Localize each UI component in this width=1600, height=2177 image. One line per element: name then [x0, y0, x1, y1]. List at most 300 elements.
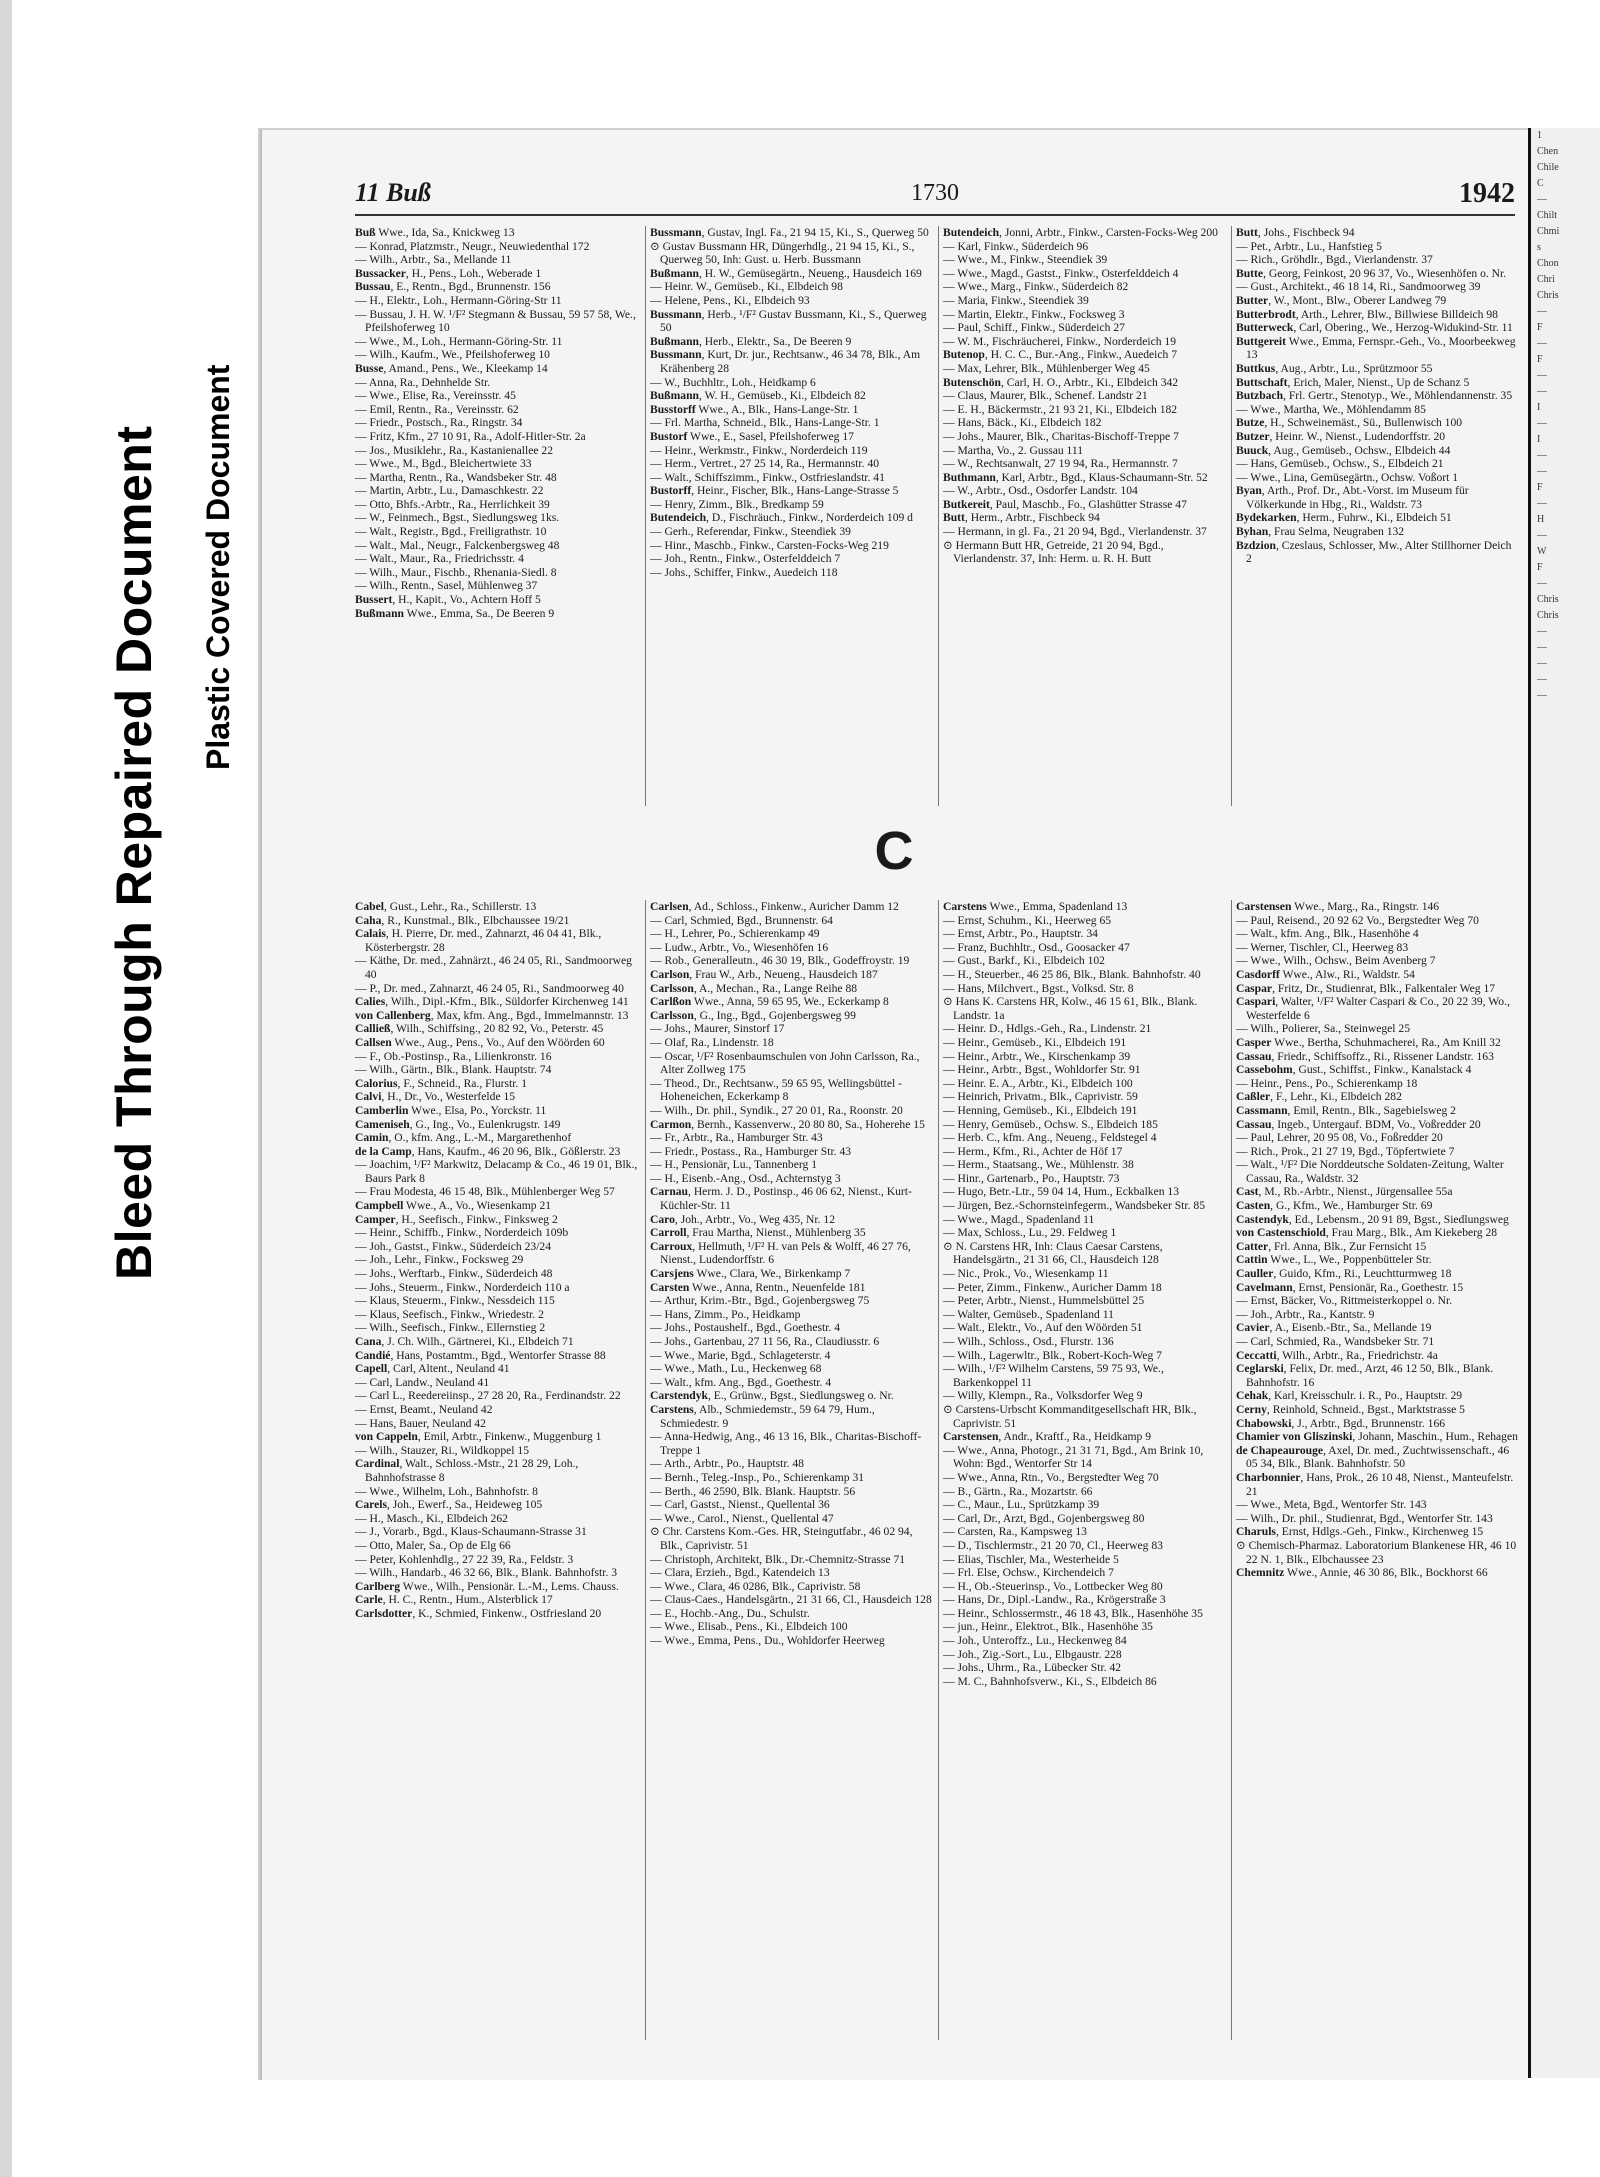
directory-entry: ⊙ Chemisch-Pharmaz. Laboratorium Blankenese HR, 46 10 22 N. 1, Blk., Elbchaussee 23: [1236, 1538, 1517, 1566]
directory-entry: Cameniseh, G., Ing., Vo., Eulenkrugstr. 149: [355, 1117, 561, 1131]
directory-entry: — Joh., Gastst., Finkw., Süderdeich 23/24: [355, 1239, 552, 1253]
scan-edge: [0, 0, 12, 2177]
directory-entry: — F., Ob.-Postinsp., Ra., Lilienkronstr. 16: [355, 1049, 552, 1063]
directory-entry: Byan, Arth., Prof. Dr., Abt.-Vorst. im Museum für Völkerkunde in Hbg., Ri., Waldstr. 73: [1236, 484, 1469, 511]
adjacent-page-fragment: —: [1537, 306, 1547, 317]
directory-entry: Cerny, Reinhold, Schneid., Bgst., Marktstrasse 5: [1236, 1402, 1465, 1416]
directory-entry: — D., Tischlermstr., 21 20 70, Cl., Heerweg 83: [943, 1538, 1163, 1552]
directory-entry: Bustorf Wwe., E., Sasel, Pfeilshoferweg 17: [650, 429, 854, 443]
directory-entry: — W., Arbtr., Osd., Osdorfer Landstr. 104: [943, 484, 1138, 498]
directory-entry: — Walter, Gemüseb., Spadenland 11: [943, 1307, 1114, 1321]
adjacent-page-fragment: —: [1537, 642, 1547, 653]
adjacent-page-fragment: —: [1537, 498, 1547, 509]
directory-entry: — Wwe., Marie, Bgd., Schlageterstr. 4: [650, 1348, 831, 1362]
directory-entry: Calorius, F., Schneid., Ra., Flurstr. 1: [355, 1076, 528, 1090]
directory-entry: — Joachim, ¹/F² Markwitz, Delacamp & Co., 46 19 01, Blk., Baurs Park 8: [355, 1158, 638, 1185]
directory-entry: — Franz, Buchhltr., Osd., Goosacker 47: [943, 940, 1130, 954]
directory-entry: — Carl, Gastst., Nienst., Quellental 36: [650, 1498, 830, 1512]
directory-entry: — Peter, Kohlenhdlg., 27 22 39, Ra., Feldstr. 3: [355, 1552, 574, 1566]
directory-entry: — Heinr., Schlossermstr., 46 18 43, Blk., Hasenhöhe 35: [943, 1606, 1203, 1620]
directory-entry: Buuck, Aug., Gemüseb., Ochsw., Elbdeich 44: [1236, 443, 1451, 457]
directory-entry: — Helene, Pens., Ki., Elbdeich 93: [650, 293, 810, 307]
adjacent-page-fragment: H: [1537, 514, 1545, 525]
directory-entry: — Anna-Hedwig, Ang., 46 13 16, Blk., Charitas-Bischoff-Treppe 1: [650, 1430, 922, 1457]
directory-entry: — Gust., Barkf., Ki., Elbdeich 102: [943, 954, 1105, 968]
adjacent-page-fragment: Chon: [1537, 258, 1559, 269]
directory-entry: Bußmann, W. H., Gemüseb., Ki., Elbdeich 82: [650, 389, 866, 403]
directory-entry: Butenop, H. C. C., Bur.-Ang., Finkw., Auedeich 7: [943, 348, 1178, 362]
directory-entry: — C., Maur., Lu., Sprützkamp 39: [943, 1498, 1100, 1512]
directory-entry: — M. C., Bahnhofsverw., Ki., S., Elbdeich 86: [943, 1674, 1157, 1688]
top-column-1: [355, 226, 638, 811]
directory-entry: Buthmann, Karl, Arbtr., Bgd., Klaus-Schaumann-Str. 52: [943, 470, 1208, 484]
directory-entry: — Wilh., Handarb., 46 32 66, Blk., Blank. Bahnhofstr. 3: [355, 1566, 618, 1580]
directory-entry: Busstorff Wwe., A., Blk., Hans-Lange-Str. 1: [650, 402, 859, 416]
directory-entry: — Wwe., M., Loh., Hermann-Göring-Str. 11: [355, 334, 563, 348]
column-divider: [645, 226, 646, 806]
directory-entry: — Henning, Gemüseb., Ki., Elbdeich 191: [943, 1103, 1138, 1117]
directory-entry: — Claus-Caes., Handelsgärtn., 21 31 66, Cl., Hausdeich 128: [650, 1593, 932, 1607]
directory-entry: — Claus, Maurer, Blk., Schenef. Landstr 21: [943, 389, 1148, 403]
adjacent-page-fragment: F: [1537, 322, 1543, 333]
directory-entry: — Arth., Arbtr., Po., Hauptstr. 48: [650, 1457, 804, 1471]
directory-entry: Casten, G., Kfm., We., Hamburger Str. 69: [1236, 1199, 1433, 1213]
directory-entry: — P., Dr. med., Zahnarzt, 46 24 05, Ri., Sandmoorweg 40: [355, 981, 624, 995]
directory-page: [258, 128, 1528, 2080]
directory-entry: — Ludw., Arbtr., Vo., Wiesenhöfen 16: [650, 940, 829, 954]
directory-entry: — Anna, Ra., Dehnhelde Str.: [355, 375, 491, 389]
directory-entry: — Wwe., Magd., Spadenland 11: [943, 1212, 1095, 1226]
directory-entry: — Johs., Maurer, Blk., Charitas-Bischoff-Treppe 7: [943, 429, 1179, 443]
directory-entry: — Emil, Rentn., Ra., Vereinsstr. 62: [355, 402, 519, 416]
directory-entry: — Wwe., Wilh., Ochsw., Beim Avenberg 7: [1236, 954, 1436, 968]
adjacent-page-fragment: C: [1537, 178, 1544, 189]
directory-entry: — Joh., Arbtr., Ra., Kantstr. 9: [1236, 1307, 1375, 1321]
directory-entry: — Wilh., Lagerwltr., Blk., Robert-Koch-Weg 7: [943, 1348, 1162, 1362]
directory-entry: Bustorff, Heinr., Fischer, Blk., Hans-Lange-Strasse 5: [650, 484, 899, 498]
bottom-column-2: [650, 900, 933, 2050]
directory-entry: — Heinr. W., Gemüseb., Ki., Elbdeich 98: [650, 280, 843, 294]
adjacent-page-fragment: F: [1537, 354, 1543, 365]
directory-entry: Chemnitz Wwe., Annie, 46 30 86, Blk., Bockhorst 66: [1236, 1566, 1488, 1580]
directory-entry: — Carl, Landw., Neuland 41: [355, 1375, 490, 1389]
directory-entry: Carlßon Wwe., Anna, 59 65 95, We., Eckerkamp 8: [650, 995, 889, 1009]
directory-entry: Cehak, Karl, Kreisschulr. i. R., Po., Hauptstr. 29: [1236, 1389, 1463, 1403]
directory-entry: — W. M., Fischräucherei, Finkw., Norderdeich 19: [943, 334, 1177, 348]
directory-entry: — Hinr., Gartenarb., Po., Hauptstr. 73: [943, 1171, 1120, 1185]
directory-entry: — Peter, Zimm., Finkenw., Auricher Damm 18: [943, 1280, 1162, 1294]
page-header: [355, 178, 1515, 216]
directory-entry: — Werner, Tischler, Cl., Heerweg 83: [1236, 940, 1409, 954]
plastic-covered-label: Plastic Covered Document: [200, 364, 236, 770]
directory-entry: — Martin, Arbtr., Lu., Damaschkestr. 22: [355, 484, 544, 498]
directory-entry: Caßler, F., Lehr., Ki., Elbdeich 282: [1236, 1090, 1402, 1104]
directory-entry: — Joh., Lehr., Finkw., Focksweg 29: [355, 1253, 524, 1267]
directory-entry: ⊙ Hans K. Carstens HR, Kolw., 46 15 61, Blk., Blank. Landstr. 1a: [943, 995, 1198, 1022]
page-number: 1730: [911, 180, 959, 206]
directory-entry: — Johs., Schiffer, Finkw., Auedeich 118: [650, 565, 838, 579]
directory-entry: Bußmann Wwe., Emma, Sa., De Beeren 9: [355, 606, 555, 620]
directory-entry: — H., Lehrer, Po., Schierenkamp 49: [650, 927, 820, 941]
directory-entry: — Friedr., Postsch., Ra., Ringstr. 34: [355, 416, 523, 430]
directory-entry: Casdorff Wwe., Alw., Ri., Waldstr. 54: [1236, 967, 1415, 981]
directory-entry: — Elias, Tischler, Ma., Westerheide 5: [943, 1552, 1119, 1566]
directory-entry: — Hermann, in gl. Fa., 21 20 94, Bgd., Vierlandenstr. 37: [943, 525, 1207, 539]
top-column-4: [1236, 226, 1519, 811]
directory-entry: — H., Ob.-Steuerinsp., Vo., Lottbecker Weg 80: [943, 1579, 1163, 1593]
directory-entry: — Ernst, Schuhm., Ki., Heerweg 65: [943, 913, 1112, 927]
adjacent-page-fragment: F: [1537, 562, 1543, 573]
directory-entry: — W., Rechtsanwalt, 27 19 94, Ra., Hermannstr. 7: [943, 457, 1178, 471]
directory-entry: — Walt., kfm. Ang., Bgd., Goethestr. 4: [650, 1375, 832, 1389]
directory-entry: — Friedr., Postass., Ra., Hamburger Str. 43: [650, 1144, 852, 1158]
directory-entry: Butendeich, D., Fischräuch., Finkw., Norderdeich 109 d: [650, 511, 913, 525]
directory-entry: — Wwe., Anna, Photogr., 21 31 71, Bgd., Am Brink 10, Wohn: Bgd., Wentorfer Str 14: [943, 1443, 1204, 1471]
directory-entry: — jun., Heinr., Elektrot., Blk., Hasenhöhe 35: [943, 1620, 1153, 1634]
directory-entry: — Herb. C., kfm. Ang., Neueng., Feldstegel 4: [943, 1131, 1157, 1145]
directory-entry: — Rich., Gröhdlr., Bgd., Vierlandenstr. 37: [1236, 253, 1433, 267]
directory-entry: Capell, Carl, Altent., Neuland 41: [355, 1362, 510, 1376]
directory-entry: — Wilh., Kaufm., We., Pfeilshoferweg 10: [355, 348, 550, 362]
directory-entry: — Heinr. E. A., Arbtr., Ki., Elbdeich 100: [943, 1076, 1133, 1090]
directory-entry: — E., Hochb.-Ang., Du., Schulstr.: [650, 1606, 810, 1620]
directory-entry: Butterbrodt, Arth., Lehrer, Blw., Billwiese Billdeich 98: [1236, 307, 1498, 321]
directory-entry: Caspar, Fritz, Dr., Studienrat, Blk., Falkentaler Weg 17: [1236, 981, 1496, 995]
directory-entry: Buttgereit Wwe., Emma, Fernspr.-Geh., Vo., Moorbeekweg 13: [1236, 334, 1516, 362]
column-divider: [938, 226, 939, 806]
directory-entry: Calies, Wilh., Dipl.-Kfm., Blk., Süldorfer Kirchenweg 141: [355, 995, 629, 1009]
directory-entry: Calais, H. Pierre, Dr. med., Zahnarzt, 46 04 41, Blk., Kösterbergstr. 28: [355, 927, 602, 954]
directory-entry: Castendyk, Ed., Lebensm., 20 91 89, Bgst., Siedlungsweg: [1236, 1212, 1509, 1226]
directory-entry: — Wwe., Carol., Nienst., Quellental 47: [650, 1511, 834, 1525]
directory-entry: — Wwe., M., Bgd., Bleichertwiete 33: [355, 457, 532, 471]
directory-entry: — Joh., Rentn., Finkw., Osterfelddeich 7: [650, 552, 841, 566]
directory-entry: Calvi, H., Dr., Vo., Westerfelde 15: [355, 1090, 516, 1104]
directory-entry: — Otto, Bhfs.-Arbtr., Ra., Herrlichkeit 39: [355, 497, 550, 511]
directory-entry: — Paul, Schiff., Finkw., Süderdeich 27: [943, 321, 1125, 335]
directory-entry: Carlberg Wwe., Wilh., Pensionär. L.-M., Lems. Chauss.: [355, 1579, 619, 1593]
bottom-column-1: [355, 900, 638, 2050]
directory-entry: Cassau, Friedr., Schiffsoffz., Ri., Rissener Landstr. 163: [1236, 1049, 1494, 1063]
directory-entry: Carstens Wwe., Emma, Spadenland 13: [943, 900, 1128, 913]
directory-entry: — Carl, Schmied, Ra., Wandsbeker Str. 71: [1236, 1335, 1435, 1348]
directory-entry: — Joh., Zig.-Sort., Lu., Elbgaustr. 228: [943, 1647, 1122, 1661]
adjacent-page-fragment: —: [1537, 194, 1547, 205]
directory-entry: — Frl. Martha, Schneid., Blk., Hans-Lange-Str. 1: [650, 416, 880, 430]
directory-entry: Ceglarski, Felix, Dr. med., Arzt, 46 12 50, Blk., Blank. Bahnhofstr. 16: [1236, 1362, 1494, 1389]
directory-entry: — Johs., Werftarb., Finkw., Süderdeich 48: [355, 1267, 553, 1281]
directory-entry: — Hans, Zimm., Po., Heidkamp: [650, 1307, 801, 1321]
directory-entry: Bussmann, Kurt, Dr. jur., Rechtsanw., 46 34 78, Blk., Am Krähenberg 28: [650, 348, 921, 375]
directory-entry: Carstens, Alb., Schmiedemstr., 59 64 79, Hum., Schmiedestr. 9: [650, 1402, 875, 1430]
directory-entry: Carle, H. C., Rentn., Hum., Alsterblick 17: [355, 1593, 553, 1607]
directory-entry: de la Camp, Hans, Kaufm., 46 20 96, Blk., Gößlerstr. 23: [355, 1144, 621, 1158]
directory-entry: — Joh., Unteroffz., Lu., Heckenweg 84: [943, 1634, 1127, 1648]
directory-entry: — J., Vorarb., Bgd., Klaus-Schaumann-Strasse 31: [355, 1525, 587, 1539]
directory-entry: — Wilh., Dr. phil., Syndik., 27 20 01, Ra., Roonstr. 20: [650, 1103, 903, 1117]
directory-entry: — Wwe., Lina, Gemüsegärtn., Ochsw. Voßort 1: [1236, 470, 1459, 484]
directory-entry: — Rich., Prok., 21 27 19, Bgd., Töpfertwiete 7: [1236, 1144, 1455, 1158]
directory-entry: Bussacker, H., Pens., Loh., Weberade 1: [355, 266, 542, 280]
directory-entry: Charuls, Ernst, Hdlgs.-Geh., Finkw., Kirchenweg 15: [1236, 1525, 1484, 1539]
directory-entry: Caro, Joh., Arbtr., Vo., Weg 435, Nr. 12: [650, 1212, 836, 1226]
directory-entry: Cabel, Gust., Lehr., Ra., Schillerstr. 13: [355, 900, 537, 913]
adjacent-page-fragment: F: [1537, 482, 1543, 493]
directory-entry: Carlsson, G., Ing., Bgd., Gojenbergsweg 99: [650, 1008, 856, 1022]
directory-entry: — Christoph, Architekt, Blk., Dr.-Chemnitz-Strasse 71: [650, 1552, 906, 1566]
directory-entry: — H., Elektr., Loh., Hermann-Göring-Str 11: [355, 293, 562, 307]
directory-entry: — Carl, Schmied, Bgd., Brunnenstr. 64: [650, 913, 833, 927]
adjacent-page-fragment: Chris: [1537, 610, 1559, 621]
adjacent-page-fragment: 1: [1537, 130, 1542, 141]
directory-entry: — Wwe., M., Finkw., Steendiek 39: [943, 253, 1108, 267]
directory-entry: Carsjens Wwe., Clara, We., Birkenkamp 7: [650, 1267, 851, 1281]
directory-entry: ⊙ N. Carstens HR, Inh: Claus Caesar Carstens, Handelsgärtn., 21 31 66, Cl., Hausdeich 128: [943, 1239, 1163, 1267]
directory-entry: — Carsten, Ra., Kampsweg 13: [943, 1525, 1087, 1539]
directory-entry: — Fritz, Kfm., 27 10 91, Ra., Adolf-Hitler-Str. 2a: [355, 429, 586, 443]
directory-entry: — H., Eisenb.-Ang., Osd., Achternstyg 3: [650, 1171, 841, 1185]
directory-entry: Butkereit, Paul, Maschb., Fo., Glashütter Strasse 47: [943, 497, 1187, 511]
directory-entry: Carroux, Hellmuth, ¹/F² H. van Pels & Wolff, 46 27 76, Nienst., Ludendorffstr. 6: [650, 1239, 911, 1267]
directory-entry: Carlsdotter, K., Schmied, Finkenw., Ostfriesland 20: [355, 1606, 602, 1620]
directory-entry: — Wilh., Arbtr., Sa., Mellande 11: [355, 253, 512, 267]
adjacent-page-fragment: Chilt: [1537, 210, 1558, 221]
directory-entry: — Carl, Dr., Arzt, Bgd., Gojenbergsweg 80: [943, 1511, 1145, 1525]
directory-entry: — Heinr., Arbtr., Bgst., Wohldorfer Str. 91: [943, 1063, 1141, 1077]
directory-entry: — Maria, Finkw., Steendiek 39: [943, 293, 1089, 307]
directory-entry: — Max, Lehrer, Blk., Mühlenberger Weg 45: [943, 361, 1150, 375]
directory-entry: Cauller, Guido, Kfm., Ri., Leuchtturmweg 18: [1236, 1267, 1452, 1281]
directory-entry: — W., Feinmech., Bgst., Siedlungsweg 1ks.: [355, 511, 560, 525]
directory-entry: — Wwe., Anna, Rtn., Vo., Bergstedter Weg 70: [943, 1470, 1159, 1484]
directory-entry: — H., Pensionär, Lu., Tannenberg 1: [650, 1158, 818, 1172]
adjacent-page-fragment: —: [1537, 690, 1547, 701]
adjacent-page-fragment: —: [1537, 578, 1547, 589]
directory-entry: — Berth., 46 2590, Blk. Blank. Hauptstr. 56: [650, 1484, 856, 1498]
header-running-title: 11 Buß: [355, 178, 431, 207]
directory-entry: Bussmann, Gustav, Ingl. Fa., 21 94 15, Ki., S., Querweg 50: [650, 226, 929, 239]
directory-entry: von Callenberg, Max, kfm. Ang., Bgd., Immelmannstr. 13: [355, 1008, 629, 1022]
directory-entry: — Johs., Gartenbau, 27 11 56, Ra., Claudiusstr. 6: [650, 1335, 880, 1348]
directory-entry: Butze, H., Schweinemäst., Sü., Bullenwisch 100: [1236, 416, 1463, 430]
directory-entry: — W., Buchhltr., Loh., Heidkamp 6: [650, 375, 816, 389]
directory-entry: — Martha, Rentn., Ra., Wandsbeker Str. 48: [355, 470, 557, 484]
directory-entry: — Oscar, ¹/F² Rosenbaumschulen von John Carlsson, Ra., Alter Zollweg 175: [650, 1049, 920, 1077]
bleed-through-label: Bleed Through Repaired Document: [106, 425, 162, 1280]
directory-entry: Calließ, Wilh., Schiffsing., 20 82 92, Vo., Peterstr. 45: [355, 1022, 604, 1036]
column-divider: [1231, 226, 1232, 806]
directory-entry: Bussmann, Herb., ¹/F² Gustav Bussmann, Ki., S., Querweg 50: [650, 307, 927, 335]
directory-entry: Cassau, Ingeb., Untergauf. BDM, Vo., Voßredder 20: [1236, 1117, 1481, 1131]
directory-entry: — Arthur, Krim.-Btr., Bgd., Gojenbergsweg 75: [650, 1294, 870, 1308]
adjacent-page-fragment: —: [1537, 674, 1547, 685]
side-labels: [105, 270, 265, 1280]
directory-entry: — Rob., Generalleutn., 46 30 19, Blk., Godeffroystr. 19: [650, 954, 910, 968]
directory-entry: — Johs., Maurer, Sinstorf 17: [650, 1022, 785, 1036]
directory-entry: — Bussau, J. H. W. ¹/F² Stegmann & Bussau, 59 57 58, We., Pfeilshoferweg 10: [355, 307, 636, 335]
directory-entry: Bzdzion, Czeslaus, Schlosser, Mw., Alter Stillhorner Deich 2: [1236, 538, 1512, 566]
directory-entry: — Klaus, Steuerm., Finkw., Nessdeich 115: [355, 1294, 555, 1308]
directory-entry: Camberlin Wwe., Elsa, Po., Yorckstr. 11: [355, 1103, 547, 1117]
column-divider: [1231, 900, 1232, 2040]
adjacent-page-fragment: —: [1537, 370, 1547, 381]
directory-entry: Cavelmann, Ernst, Pensionär, Ra., Goethestr. 15: [1236, 1280, 1464, 1294]
directory-entry: Chamier von Gliszinski, Johann, Maschin., Hum., Rehagen: [1236, 1430, 1518, 1444]
directory-entry: — Walt., Mal., Neugr., Falckenbergsweg 48: [355, 538, 560, 552]
directory-entry: Butendeich, Jonni, Arbtr., Finkw., Carsten-Focks-Weg 200: [943, 226, 1218, 239]
directory-entry: — Walt., ¹/F² Die Norddeutsche Soldaten-Zeitung, Walter Cassau, Ra., Waldstr. 32: [1236, 1158, 1504, 1185]
directory-entry: Cast, M., Rb.-Arbtr., Nienst., Jürgensallee 55a: [1236, 1185, 1453, 1199]
directory-entry: — Heinr., Schiffb., Finkw., Norderdeich 109b: [355, 1226, 569, 1240]
directory-entry: Caspari, Walter, ¹/F² Walter Caspari & Co., 20 22 39, Wo., Westerfelde 6: [1236, 995, 1510, 1022]
directory-entry: ⊙ Chr. Carstens Kom.-Ges. HR, Steingutfabr., 46 02 94, Blk., Caprivistr. 51: [650, 1525, 913, 1552]
directory-entry: — Wilh., Schloss., Osd., Flurstr. 136: [943, 1335, 1114, 1348]
directory-entry: — Heinr., Gemüseb., Ki., Elbdeich 191: [943, 1035, 1127, 1049]
directory-entry: Caha, R., Kunstmal., Blk., Elbchaussee 19/21: [355, 913, 570, 927]
directory-entry: Butte, Georg, Feinkost, 20 96 37, Vo., Wiesenhöfen o. Nr.: [1236, 266, 1507, 280]
adjacent-page-fragment: Chmi: [1537, 226, 1560, 237]
adjacent-page-fragment: s: [1537, 242, 1541, 253]
directory-entry: Cana, J. Ch. Wilh., Gärtnerei, Ki., Elbdeich 71: [355, 1335, 574, 1348]
directory-entry: — Jos., Musiklehr., Ra., Kastanienallee 22: [355, 443, 554, 457]
directory-entry: von Cappeln, Emil, Arbtr., Finkenw., Muggenburg 1: [355, 1430, 602, 1444]
directory-entry: — Frl. Else, Ochsw., Kirchendeich 7: [943, 1566, 1114, 1580]
directory-entry: von Castenschiold, Frau Marg., Blk., Am Kiekeberg 28: [1236, 1226, 1498, 1240]
directory-entry: — Carl L., Reedereiinsp., 27 28 20, Ra., Ferdinandstr. 22: [355, 1389, 621, 1403]
directory-entry: Cardinal, Walt., Schloss.-Mstr., 21 28 29, Loh., Bahnhofstrasse 8: [355, 1457, 579, 1484]
adjacent-page-fragment: I: [1537, 434, 1541, 445]
directory-entry: — Hans, Bäck., Ki., Elbdeich 182: [943, 416, 1102, 430]
directory-entry: — Wilh., Gärtn., Blk., Blank. Hauptstr. 74: [355, 1063, 552, 1077]
directory-entry: Carsten Wwe., Anna, Rentn., Neuenfelde 181: [650, 1280, 866, 1294]
adjacent-page-fragment: Chris: [1537, 290, 1559, 301]
directory-entry: — Ernst, Bäcker, Vo., Rittmeisterkoppel o. Nr.: [1236, 1294, 1453, 1308]
directory-entry: Carstensen, Andr., Kraftf., Ra., Heidkamp 9: [943, 1430, 1152, 1444]
directory-entry: Camin, O., kfm. Ang., L.-M., Margarethenhof: [355, 1131, 572, 1145]
directory-entry: — Herm., Kfm., Ri., Achter de Höf 17: [943, 1144, 1123, 1158]
directory-entry: — Wwe., Elisab., Pens., Ki., Elbdeich 100: [650, 1620, 848, 1634]
directory-entry: — Walt., Elektr., Vo., Auf den Wöörden 51: [943, 1321, 1143, 1335]
directory-entry: — Paul, Lehrer, 20 95 08, Vo., Foßredder 20: [1236, 1131, 1443, 1145]
directory-entry: — Hans, Bauer, Neuland 42: [355, 1416, 486, 1430]
directory-entry: Bußmann, H. W., Gemüsegärtn., Neueng., Hausdeich 169: [650, 266, 922, 280]
directory-entry: — Heinr., Werkmstr., Finkw., Norderdeich 119: [650, 443, 868, 457]
directory-entry: Carnau, Herm. J. D., Postinsp., 46 06 62, Nienst., Kurt-Küchler-Str. 11: [650, 1185, 912, 1213]
directory-entry: Camper, H., Seefisch., Finkw., Finksweg 2: [355, 1212, 558, 1226]
directory-entry: — Clara, Erzieh., Bgd., Katendeich 13: [650, 1566, 830, 1580]
directory-entry: Chabowski, J., Arbtr., Bgd., Brunnenstr. 166: [1236, 1416, 1446, 1430]
directory-entry: — Henry, Zimm., Blk., Bredkamp 59: [650, 497, 824, 511]
directory-entry: — Fr., Arbtr., Ra., Hamburger Str. 43: [650, 1131, 823, 1145]
directory-entry: — Walt., Schiffszimm., Finkw., Ostfrieslandstr. 41: [650, 470, 885, 484]
directory-entry: Busse, Amand., Pens., We., Kleekamp 14: [355, 361, 548, 375]
adjacent-page-fragment: —: [1537, 658, 1547, 669]
directory-entry: — Wilh., Seefisch., Finkw., Ellernstieg 2: [355, 1321, 546, 1335]
directory-entry: — Wilh., Maur., Fischb., Rhenania-Siedl. 8: [355, 565, 557, 579]
directory-entry: — Johs., Uhrm., Ra., Lübecker Str. 42: [943, 1661, 1122, 1675]
adjacent-page-fragment: —: [1537, 338, 1547, 349]
directory-entry: — Wwe., Marg., Finkw., Süderdeich 82: [943, 280, 1129, 294]
directory-entry: Butt, Herm., Arbtr., Fischbeck 94: [943, 511, 1100, 525]
directory-entry: — Ernst, Beamt., Neuland 42: [355, 1402, 493, 1416]
directory-entry: Bussert, H., Kapit., Vo., Achtern Hoff 5: [355, 593, 541, 607]
directory-entry: — Heinr., Pens., Po., Schierenkamp 18: [1236, 1076, 1418, 1090]
adjacent-page-fragment: Chris: [1537, 594, 1559, 605]
directory-entry: — Nic., Prok., Vo., Wiesenkamp 11: [943, 1267, 1109, 1281]
directory-entry: — Hans, Dr., Dipl.-Landw., Ra., Krögerstraße 3: [943, 1593, 1166, 1607]
directory-entry: — Hans, Gemüseb., Ochsw., S., Elbdeich 21: [1236, 457, 1444, 471]
directory-entry: — Peter, Arbtr., Nienst., Hummelsbüttel 25: [943, 1294, 1145, 1308]
directory-entry: Butt, Johs., Fischbeck 94: [1236, 226, 1355, 239]
top-column-2: [650, 226, 933, 811]
directory-entry: — Walt., kfm. Ang., Blk., Hasenhöhe 4: [1236, 927, 1419, 941]
directory-entry: Butter, W., Mont., Blw., Oberer Landweg 79: [1236, 293, 1447, 307]
adjacent-page-edge: [1528, 128, 1600, 2078]
adjacent-page-fragment: —: [1537, 450, 1547, 461]
bottom-column-4: [1236, 900, 1519, 2050]
adjacent-page-fragment: —: [1537, 418, 1547, 429]
adjacent-page-fragment: —: [1537, 386, 1547, 397]
directory-entry: Bydekarken, Herm., Fuhrw., Ki., Elbdeich 51: [1236, 511, 1452, 525]
directory-entry: Carstendyk, E., Grünw., Bgst., Siedlungsweg o. Nr.: [650, 1389, 894, 1403]
directory-entry: Cattin Wwe., L., We., Poppenbütteler Str.: [1236, 1253, 1432, 1267]
directory-entry: — Frau Modesta, 46 15 48, Blk., Mühlenberger Weg 57: [355, 1185, 615, 1199]
directory-entry: Candié, Hans, Postamtm., Bgd., Wentorfer Strasse 88: [355, 1348, 606, 1362]
directory-entry: — Wwe., Meta, Bgd., Wentorfer Str. 143: [1236, 1498, 1427, 1512]
adjacent-page-fragment: I: [1537, 402, 1541, 413]
directory-entry: de Chapeaurouge, Axel, Dr. med., Zuchtwissenschaft., 46 05 34, Blk., Blank. Bahnhofstr. 50: [1236, 1443, 1510, 1471]
directory-entry: — Karl, Finkw., Süderdeich 96: [943, 239, 1089, 253]
directory-entry: — Herm., Staatsang., We., Mühlenstr. 38: [943, 1158, 1134, 1172]
directory-entry: Cassmann, Emil, Rentn., Blk., Sagebielsweg 2: [1236, 1103, 1456, 1117]
directory-entry: ⊙ Carstens-Urbscht Kommanditgesellschaft HR, Blk., Caprivistr. 51: [943, 1402, 1197, 1430]
directory-entry: — Ernst, Arbtr., Po., Hauptstr. 34: [943, 927, 1098, 941]
directory-entry: — Martha, Vo., 2. Gussau 111: [943, 443, 1084, 457]
directory-entry: Callsen Wwe., Aug., Pens., Vo., Auf den Wöörden 60: [355, 1035, 605, 1049]
directory-entry: — Heinr. D., Hdlgs.-Geh., Ra., Lindenstr. 21: [943, 1022, 1152, 1036]
directory-entry: Carroll, Frau Martha, Nienst., Mühlenberg 35: [650, 1226, 866, 1240]
year: 1942: [1459, 178, 1515, 209]
directory-entry: — Paul, Reisend., 20 92 62 Vo., Bergstedter Weg 70: [1236, 913, 1479, 927]
directory-entry: — Hinr., Maschb., Finkw., Carsten-Focks-Weg 219: [650, 538, 889, 552]
adjacent-page-fragment: W: [1537, 546, 1547, 557]
directory-entry: — Wilh., Rentn., Sasel, Mühlenweg 37: [355, 579, 538, 593]
directory-entry: — Klaus, Seefisch., Finkw., Wriedestr. 2: [355, 1307, 544, 1321]
directory-entry: — Wwe., Magd., Gastst., Finkw., Osterfelddeich 4: [943, 266, 1179, 280]
directory-entry: Ceccatti, Wilh., Arbtr., Ra., Friedrichstr. 4a: [1236, 1348, 1438, 1362]
directory-entry: — Walt., Registr., Bgd., Freiligrathstr. 10: [355, 525, 547, 539]
top-column-3: [943, 226, 1226, 811]
directory-entry: Casper Wwe., Bertha, Schuhmacherei, Ra., Am Knill 32: [1236, 1035, 1501, 1049]
directory-entry: Butzer, Heinr. W., Nienst., Ludendorffstr. 20: [1236, 429, 1446, 443]
directory-entry: — Bernh., Teleg.-Insp., Po., Schierenkamp 31: [650, 1470, 865, 1484]
directory-entry: — Hugo, Betr.-Ltr., 59 04 14, Hum., Eckbalken 13: [943, 1185, 1180, 1199]
directory-entry: Butenschön, Carl, H. O., Arbtr., Ki., Elbdeich 342: [943, 375, 1179, 389]
section-letter: C: [874, 821, 914, 881]
directory-entry: — Henry, Gemüseb., Ochsw. S., Elbdeich 185: [943, 1117, 1158, 1131]
directory-entry: — Wwe., Emma, Pens., Du., Wohldorfer Heerweg: [650, 1634, 885, 1648]
directory-entry: — Walt., Maur., Ra., Friedrichsstr. 4: [355, 552, 524, 566]
directory-entry: — B., Gärtn., Ra., Mozartstr. 66: [943, 1484, 1093, 1498]
bottom-column-3: [943, 900, 1226, 2050]
directory-entry: Buttkus, Aug., Arbtr., Lu., Sprützmoor 55: [1236, 361, 1433, 375]
directory-entry: — Theod., Dr., Rechtsanw., 59 65 95, Wellingsbüttel - Hoheneichen, Eckerkamp 8: [650, 1076, 902, 1104]
directory-entry: Carstensen Wwe., Marg., Ra., Ringstr. 146: [1236, 900, 1440, 913]
directory-entry: — Wwe., Elise, Ra., Vereinsstr. 45: [355, 389, 516, 403]
directory-entry: Cassebohm, Gust., Schiffst., Finkw., Kanalstack 4: [1236, 1063, 1472, 1077]
directory-entry: — Wwe., Math., Lu., Heckenweg 68: [650, 1362, 822, 1376]
directory-entry: Charbonnier, Hans, Prok., 26 10 48, Nienst., Manteufelstr. 21: [1236, 1470, 1514, 1498]
